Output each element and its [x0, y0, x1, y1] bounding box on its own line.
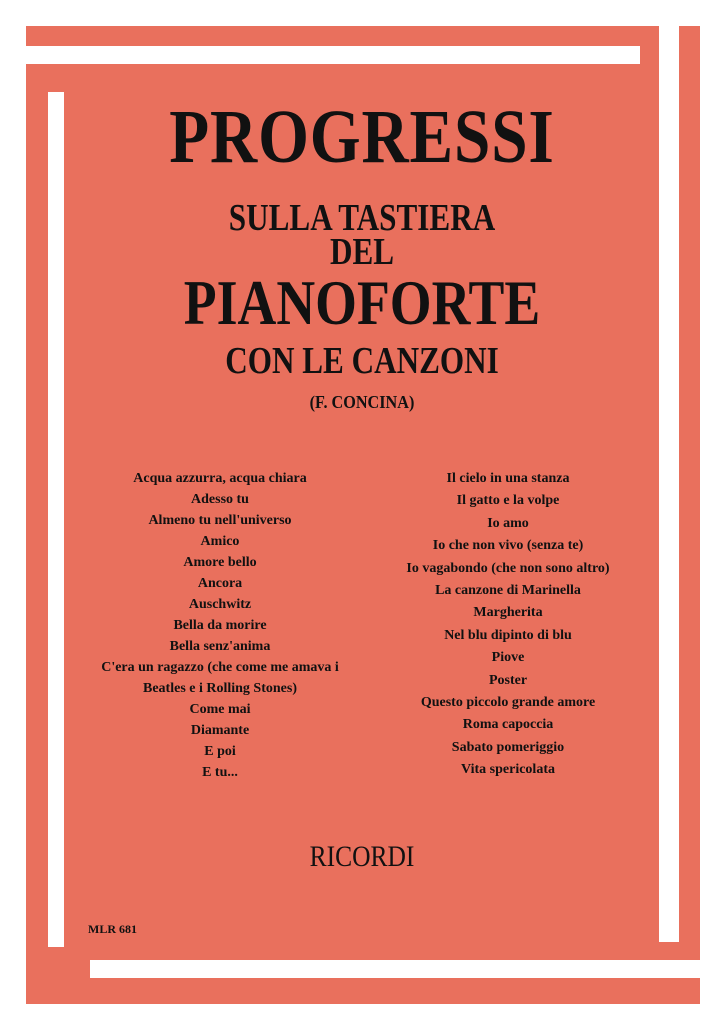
- subtitle-sulla-tastiera: SULLA TASTIERA: [228, 197, 496, 239]
- list-item: Io vagabondo (che non sono altro): [406, 560, 610, 576]
- song-list-left: [80, 468, 360, 783]
- list-item: Adesso tu: [191, 492, 249, 507]
- list-item: Io che non vivo (senza te): [432, 538, 584, 554]
- title-pianoforte: PIANOFORTE: [183, 267, 541, 338]
- catalog-number: MLR 681: [88, 922, 137, 936]
- list-item: E poi: [204, 744, 236, 759]
- list-item: Vita spericolata: [461, 762, 555, 778]
- song-list-right: [372, 468, 644, 782]
- list-item: Il cielo in una stanza: [446, 471, 570, 486]
- decorative-stripe-lower: [90, 960, 700, 978]
- list-item: Nel blu dipinto di blu: [444, 627, 572, 643]
- author-credit: (F. CONCINA): [309, 392, 415, 412]
- border-stripe-right: [700, 0, 724, 1024]
- list-item: Sabato pomeriggio: [451, 739, 565, 755]
- list-item: Il gatto e la volpe: [456, 493, 560, 509]
- decorative-stripe-upper: [24, 46, 640, 64]
- list-item: Diamante: [190, 723, 250, 738]
- list-item: C'era un ragazzo (che come me amava i: [101, 660, 339, 675]
- list-item: Come mai: [189, 702, 251, 717]
- decorative-stripe-left: [48, 92, 64, 947]
- list-item: Auschwitz: [188, 597, 252, 612]
- list-item: Amore bello: [183, 555, 257, 570]
- list-item: Margherita: [473, 605, 543, 621]
- border-stripe-left: [0, 0, 26, 1024]
- list-item: Piove: [491, 650, 525, 666]
- subtitle-con-le-canzoni: CON LE CANZONI: [225, 340, 499, 382]
- list-item: Questo piccolo grande amore: [420, 695, 596, 711]
- list-item: Bella da morire: [173, 618, 267, 633]
- list-item: E tu...: [202, 765, 238, 780]
- list-item: Bella senz'anima: [169, 639, 271, 654]
- subtitle-del: DEL: [329, 231, 395, 273]
- list-item: Roma capoccia: [462, 717, 554, 733]
- list-item: Amico: [200, 534, 240, 549]
- list-item: Io amo: [487, 515, 529, 531]
- list-item: La canzone di Marinella: [435, 583, 581, 599]
- title-progressi: PROGRESSI: [169, 95, 555, 179]
- list-item: Almeno tu nell'universo: [148, 513, 292, 528]
- border-stripe-bottom: [0, 1004, 724, 1024]
- list-item: Poster: [488, 672, 528, 688]
- list-item: Ancora: [197, 576, 243, 591]
- list-item: Acqua azzurra, acqua chiara: [133, 471, 307, 486]
- publisher-name: RICORDI: [309, 840, 415, 873]
- border-stripe-top: [0, 0, 724, 26]
- list-item: Beatles e i Rolling Stones): [143, 681, 297, 696]
